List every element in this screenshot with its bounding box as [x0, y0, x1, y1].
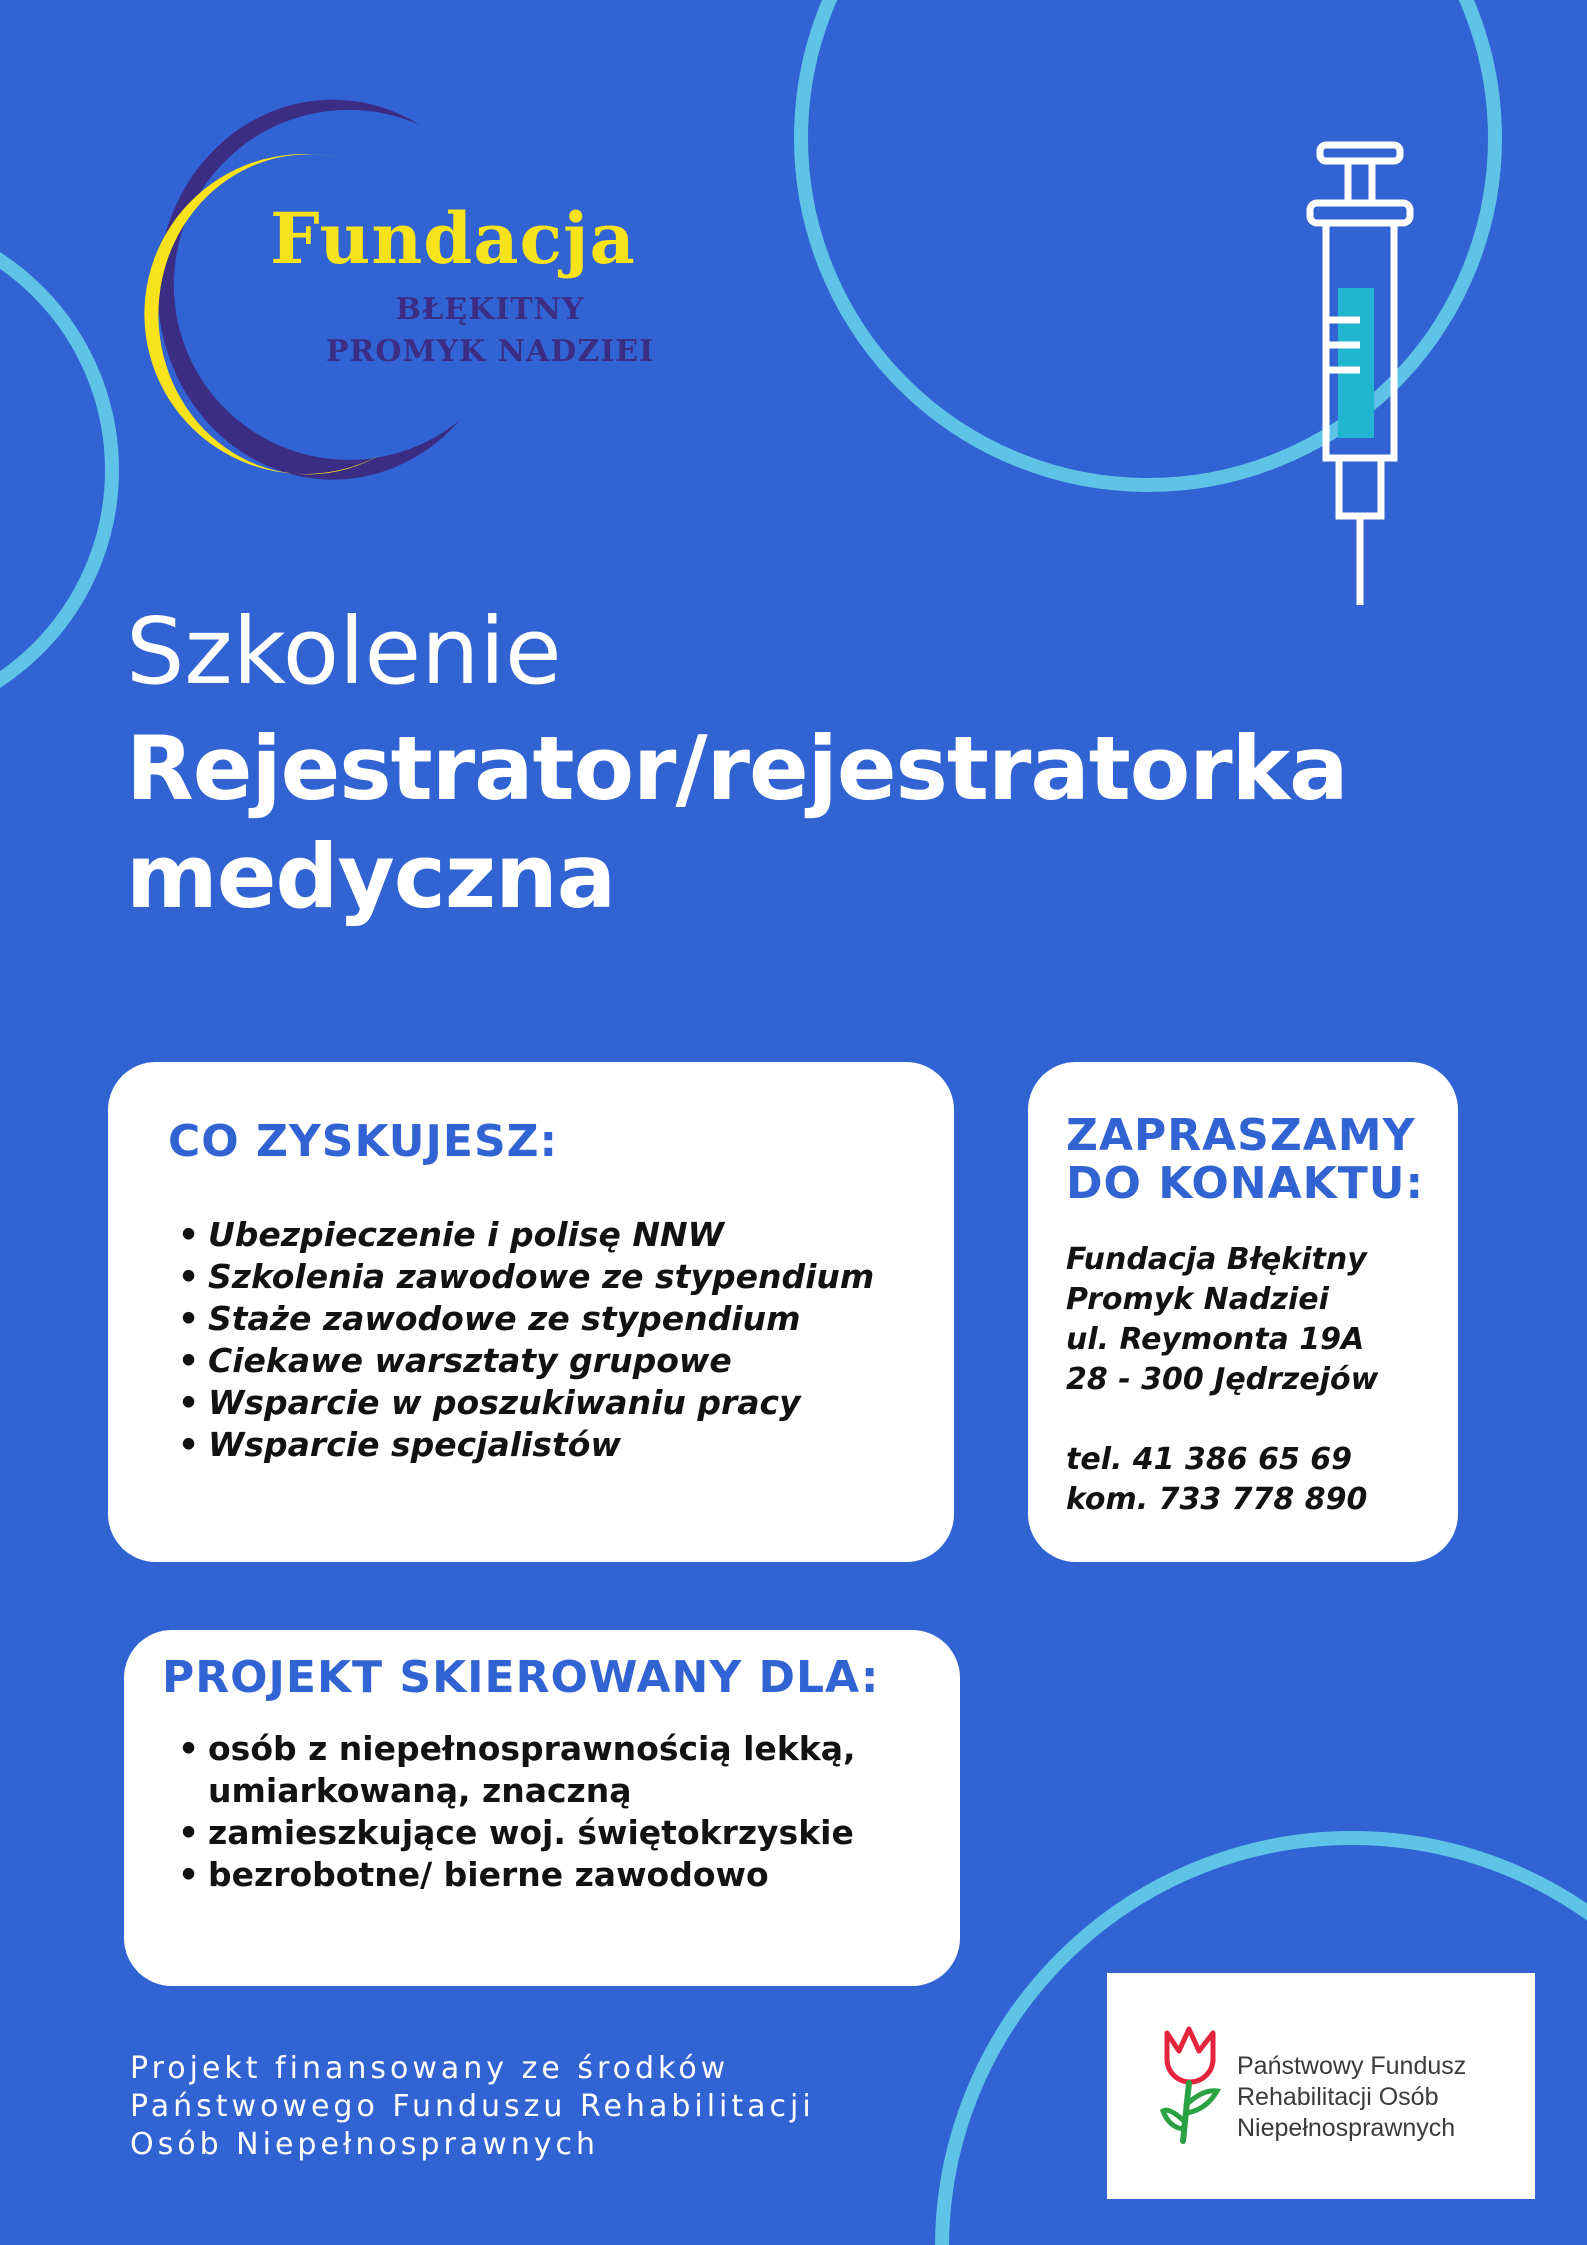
heading-title: [126, 715, 1348, 931]
pfron-name-line: Państwowy Fundusz: [1237, 2052, 1467, 2080]
benefits-list: [174, 1214, 874, 1466]
list-item-line: osób z niepełnosprawnością lekką,: [208, 1729, 856, 1768]
syringe-icon: [1300, 140, 1420, 610]
list-item: • Wsparcie specjalistów: [174, 1424, 874, 1466]
funding-note-line: Państwowego Funduszu Rehabilitacji: [130, 2089, 815, 2124]
heading-title-line1: Rejestrator/rejestratorka: [126, 717, 1348, 820]
list-item: • Staże zawodowe ze stypendium: [174, 1298, 874, 1340]
logo-subtitle-line2: PROMYK NADZIEI: [325, 334, 655, 369]
contact-card: [1028, 1062, 1458, 1562]
list-item: • Szkolenia zawodowe ze stypendium: [174, 1256, 874, 1298]
list-item: • bezrobotne/ bierne zawodowo: [174, 1854, 856, 1896]
contact-phone[interactable]: tel. 41 386 65 69: [1066, 1442, 1353, 1477]
contact-line: ul. Reymonta 19A: [1066, 1322, 1365, 1357]
funding-note: [130, 2050, 815, 2164]
target-list: [174, 1728, 856, 1896]
heading-title-line2: medyczna: [126, 825, 616, 928]
tulip-icon: [1159, 2025, 1221, 2145]
list-item: • Ciekawe warsztaty grupowe: [174, 1340, 874, 1382]
contact-title-line1: ZAPRASZAMY: [1066, 1110, 1416, 1161]
contact-mobile[interactable]: kom. 733 778 890: [1066, 1482, 1368, 1517]
list-item: • zamieszkujące woj. świętokrzyskie: [174, 1812, 856, 1854]
pfron-name: [1237, 2051, 1466, 2144]
contact-title-line2: DO KONAKTU:: [1066, 1158, 1425, 1209]
contact-line: 28 - 300 Jędrzejów: [1066, 1362, 1379, 1397]
funding-note-line: Osób Niepełnosprawnych: [130, 2127, 600, 2162]
contact-line: Promyk Nadziei: [1066, 1282, 1329, 1317]
list-item: [174, 1728, 856, 1812]
pfron-logo: [1107, 1973, 1535, 2199]
pfron-name-line: Rehabilitacji Osób: [1237, 2083, 1439, 2111]
pfron-name-line: Niepełnosprawnych: [1237, 2114, 1456, 2142]
funding-note-line: Projekt finansowany ze środków: [130, 2051, 730, 2086]
benefits-card: [108, 1062, 954, 1562]
list-item: • Ubezpieczenie i polisę NNW: [174, 1214, 874, 1256]
logo-title: Fundacja: [270, 197, 636, 280]
heading-lead: Szkolenie: [126, 598, 562, 705]
benefits-title: CO ZYSKUJESZ:: [168, 1116, 559, 1167]
spacer: [1066, 1400, 1378, 1440]
target-title: PROJEKT SKIEROWANY DLA:: [162, 1652, 880, 1703]
list-item-line: umiarkowaną, znaczną: [208, 1771, 632, 1810]
target-card: [124, 1630, 960, 1986]
contact-title: [1066, 1112, 1424, 1208]
contact-address: [1066, 1240, 1378, 1520]
logo-subtitle-line1: BŁĘKITNY: [395, 292, 585, 327]
contact-line: Fundacja Błękitny: [1066, 1242, 1367, 1277]
list-item: • Wsparcie w poszukiwaniu pracy: [174, 1382, 874, 1424]
